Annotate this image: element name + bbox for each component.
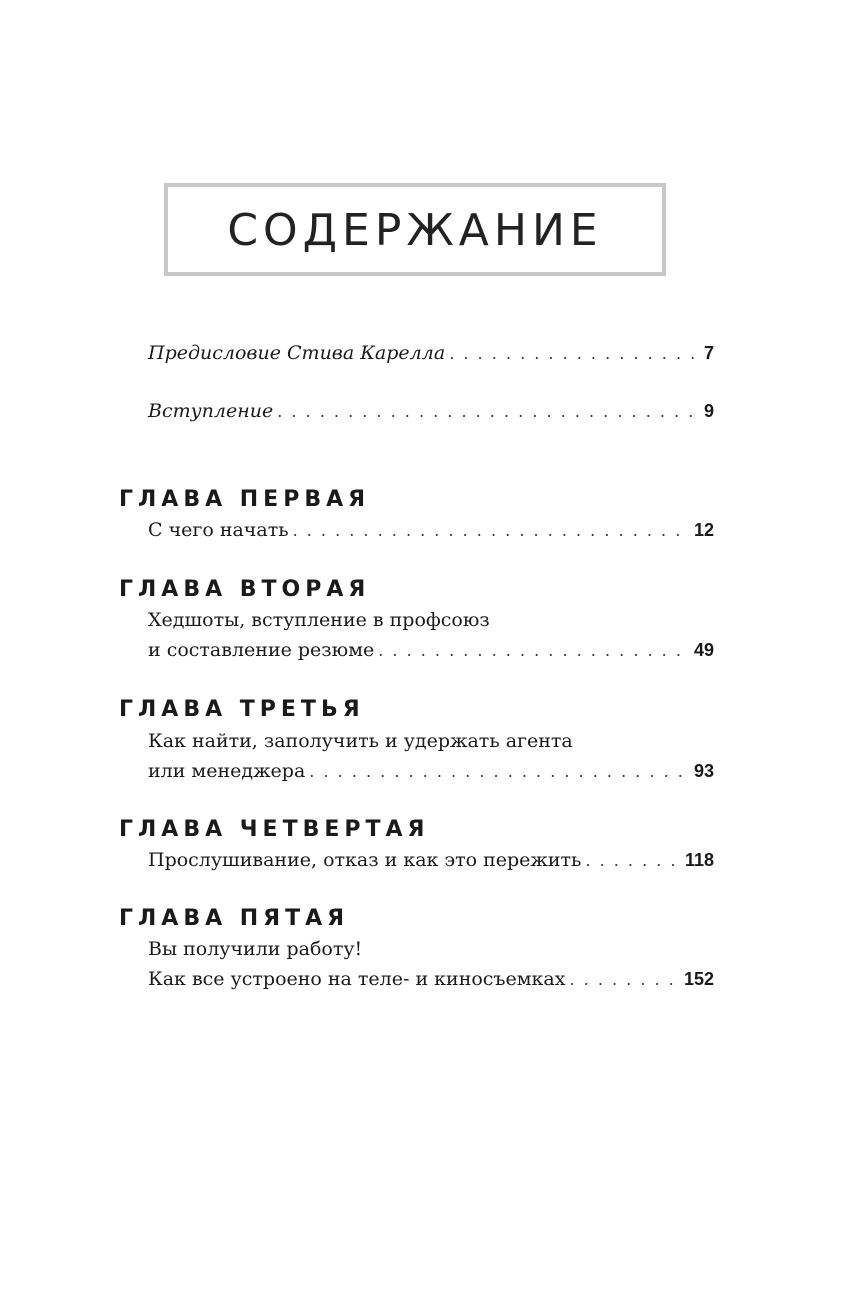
toc-entry-label: Вступление [148,400,274,422]
chapter-heading-3: ГЛАВА ТРЕТЬЯ [119,697,365,722]
toc-entry-chapter-3[interactable] [148,759,714,784]
toc-entry-chapter-1[interactable] [148,518,714,543]
chapter-heading-5: ГЛАВА ПЯТАЯ [119,906,350,931]
dot-leader [309,760,690,784]
toc-entry-chapter-2[interactable] [148,638,714,663]
toc-entry-line: Хедшоты, вступление в профсоюз [148,609,490,631]
dot-leader [569,968,679,992]
toc-entry-chapter-4[interactable] [148,848,714,873]
contents-title-box [164,183,666,276]
toc-entry-label: или менеджера [148,760,306,782]
toc-entry-chapter-5[interactable] [148,967,714,992]
toc-page-number: 7 [703,343,714,363]
toc-page-number: 49 [693,640,714,660]
toc-entry-line: Как найти, заполучить и удержать агента [148,730,573,752]
toc-entry-label: Предисловие Стива Карелла [148,342,446,364]
dot-leader [378,639,690,663]
toc-page-number: 118 [684,850,714,870]
toc-entry-label: Прослушивание, отказ и как это пережить [148,849,582,871]
dot-leader [277,400,700,424]
chapter-heading-4: ГЛАВА ЧЕТВЕРТАЯ [119,817,430,842]
toc-entry-introduction[interactable] [148,399,714,424]
toc-entry-label: и составление резюме [148,639,375,661]
toc-entry-label: Как все устроено на теле- и киносъемках [148,968,566,990]
dot-leader [293,519,690,543]
toc-page-number: 152 [683,969,714,989]
contents-title: СОДЕРЖАНИЕ [227,205,603,256]
toc-entry-foreword[interactable] [148,341,714,366]
toc-entry-label: С чего начать [148,519,289,541]
chapter-heading-1: ГЛАВА ПЕРВАЯ [119,487,371,512]
toc-page-number: 93 [693,761,714,781]
toc-entry-line: Вы получили работу! [148,938,363,960]
dot-leader [449,342,700,366]
dot-leader [585,849,681,873]
toc-page-number: 12 [693,520,714,540]
chapter-heading-2: ГЛАВА ВТОРАЯ [119,577,371,602]
toc-page-number: 9 [703,401,714,421]
